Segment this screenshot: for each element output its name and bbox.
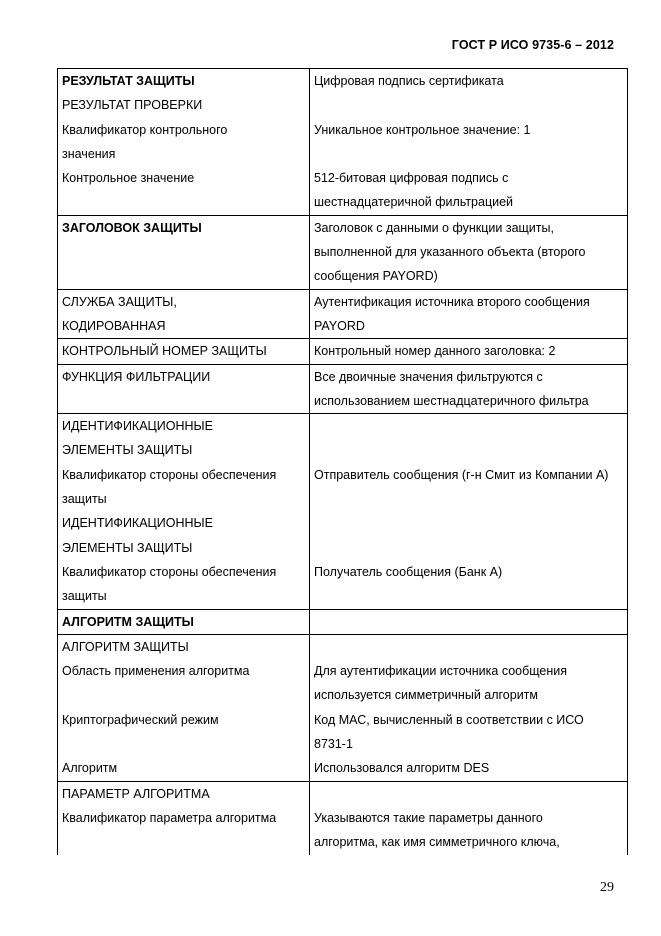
field-name-line: СЛУЖБА ЗАЩИТЫ, xyxy=(62,294,177,309)
field-name-line: ПАРАМЕТР АЛГОРИТМА xyxy=(62,786,210,801)
table-row xyxy=(58,364,628,414)
field-value-line: Получатель сообщения (Банк А) xyxy=(314,564,503,579)
field-name-cell xyxy=(58,364,310,414)
document-table xyxy=(57,68,628,855)
field-value-line: Отправитель сообщения (г-н Смит из Компании А) xyxy=(314,467,609,482)
field-value-line: Аутентификация источника второго сообщения xyxy=(314,294,590,309)
field-value-line: Использовался алгоритм DES xyxy=(314,761,490,776)
field-value-line xyxy=(314,782,623,806)
field-value-line: шестнадцатеричной фильтрацией xyxy=(314,195,514,210)
field-value-line xyxy=(314,511,623,535)
field-name-line: ИДЕНТИФИКАЦИОННЫЕ xyxy=(62,419,213,434)
field-name-line: Квалификатор контрольного xyxy=(62,122,228,137)
field-name-line: защиты xyxy=(62,589,107,604)
field-value-line: PAYORD xyxy=(314,318,365,333)
field-value-cell xyxy=(310,414,628,609)
field-value-line xyxy=(314,584,623,608)
field-value-line: Все двоичные значения фильтруются с xyxy=(314,369,543,384)
field-name-line: РЕЗУЛЬТАТ ЗАЩИТЫ xyxy=(62,74,195,88)
field-name-line: КОДИРОВАННАЯ xyxy=(62,318,166,333)
field-value-cell xyxy=(310,781,628,854)
document-header: ГОСТ Р ИСО 9735-6 – 2012 xyxy=(451,38,614,52)
field-name-line xyxy=(62,732,305,756)
field-value-line xyxy=(314,487,623,511)
field-name-line: ФУНКЦИЯ ФИЛЬТРАЦИИ xyxy=(62,369,211,384)
field-value-line: алгоритма, как имя симметричного ключа, xyxy=(314,835,560,850)
field-value-line xyxy=(314,93,623,117)
table-row xyxy=(58,289,628,339)
field-name-line: ЭЛЕМЕНТЫ ЗАЩИТЫ xyxy=(62,443,193,458)
field-name-cell xyxy=(58,609,310,634)
field-name-line xyxy=(62,190,305,214)
field-value-cell xyxy=(310,289,628,339)
field-value-line xyxy=(314,142,623,166)
field-name-line: Контрольное значение xyxy=(62,171,195,186)
field-value-line: 512-битовая цифровая подпись с xyxy=(314,171,509,186)
field-name-line: Квалификатор стороны обеспечения xyxy=(62,564,277,579)
field-name-line xyxy=(62,830,305,854)
field-value-cell xyxy=(310,634,628,781)
field-name-line: АЛГОРИТМ ЗАЩИТЫ xyxy=(62,614,194,629)
field-name-line: АЛГОРИТМ ЗАЩИТЫ xyxy=(62,639,189,654)
field-value-line: выполненной для указанного объекта (второго xyxy=(314,245,586,260)
field-value-line xyxy=(314,635,623,659)
table-row xyxy=(58,215,628,289)
field-name-cell xyxy=(58,414,310,609)
field-name-cell xyxy=(58,634,310,781)
field-name-cell xyxy=(58,781,310,854)
field-name-cell xyxy=(58,215,310,289)
field-value-line: 8731-1 xyxy=(314,737,353,752)
field-value-line xyxy=(314,610,623,634)
table-row xyxy=(58,609,628,634)
field-name-line: Область применения алгоритма xyxy=(62,664,250,679)
field-value-cell xyxy=(310,215,628,289)
field-value-line: Контрольный номер данного заголовка: 2 xyxy=(314,344,556,359)
field-value-line xyxy=(314,536,623,560)
field-name-line: Квалификатор параметра алгоритма xyxy=(62,810,277,825)
field-name-line xyxy=(62,683,305,707)
table-row xyxy=(58,781,628,854)
field-value-line: Заголовок с данными о функции защиты, xyxy=(314,220,554,235)
field-value-cell xyxy=(310,69,628,216)
field-value-line: Указываются такие параметры данного xyxy=(314,810,543,825)
field-name-line: КОНТРОЛЬНЫЙ НОМЕР ЗАЩИТЫ xyxy=(62,344,267,359)
field-value-line: Код МАС, вычисленный в соответствии с ИСО xyxy=(314,712,584,727)
field-name-line: Криптографический режим xyxy=(62,712,219,727)
field-name-line: Квалификатор стороны обеспечения xyxy=(62,467,277,482)
field-name-line: ЗАГОЛОВОК ЗАЩИТЫ xyxy=(62,220,202,235)
table-row xyxy=(58,634,628,781)
field-value-line xyxy=(314,438,623,462)
field-value-line xyxy=(314,414,623,438)
field-value-line: используется симметричный алгоритм xyxy=(314,688,539,703)
table-row xyxy=(58,69,628,216)
field-name-cell xyxy=(58,339,310,364)
field-name-cell xyxy=(58,69,310,216)
field-name-line: значения xyxy=(62,146,116,161)
field-value-line: Цифровая подпись сертификата xyxy=(314,74,504,88)
table-row xyxy=(58,414,628,609)
field-value-cell xyxy=(310,339,628,364)
field-name-cell xyxy=(58,289,310,339)
field-value-line: сообщения PAYORD) xyxy=(314,269,438,284)
field-value-line: использованием шестнадцатеричного фильтра xyxy=(314,393,589,408)
field-value-line: Уникальное контрольное значение: 1 xyxy=(314,122,531,137)
field-name-line: Алгоритм xyxy=(62,761,118,776)
table-body xyxy=(58,69,628,855)
table-row xyxy=(58,339,628,364)
field-value-cell xyxy=(310,609,628,634)
field-name-line: ИДЕНТИФИКАЦИОННЫЕ xyxy=(62,516,213,531)
field-value-line: Для аутентификации источника сообщения xyxy=(314,664,568,679)
field-name-line: защиты xyxy=(62,492,107,507)
field-name-line: ЭЛЕМЕНТЫ ЗАЩИТЫ xyxy=(62,540,193,555)
field-value-cell xyxy=(310,364,628,414)
field-name-line: РЕЗУЛЬТАТ ПРОВЕРКИ xyxy=(62,98,203,113)
page-number: 29 xyxy=(600,880,614,895)
